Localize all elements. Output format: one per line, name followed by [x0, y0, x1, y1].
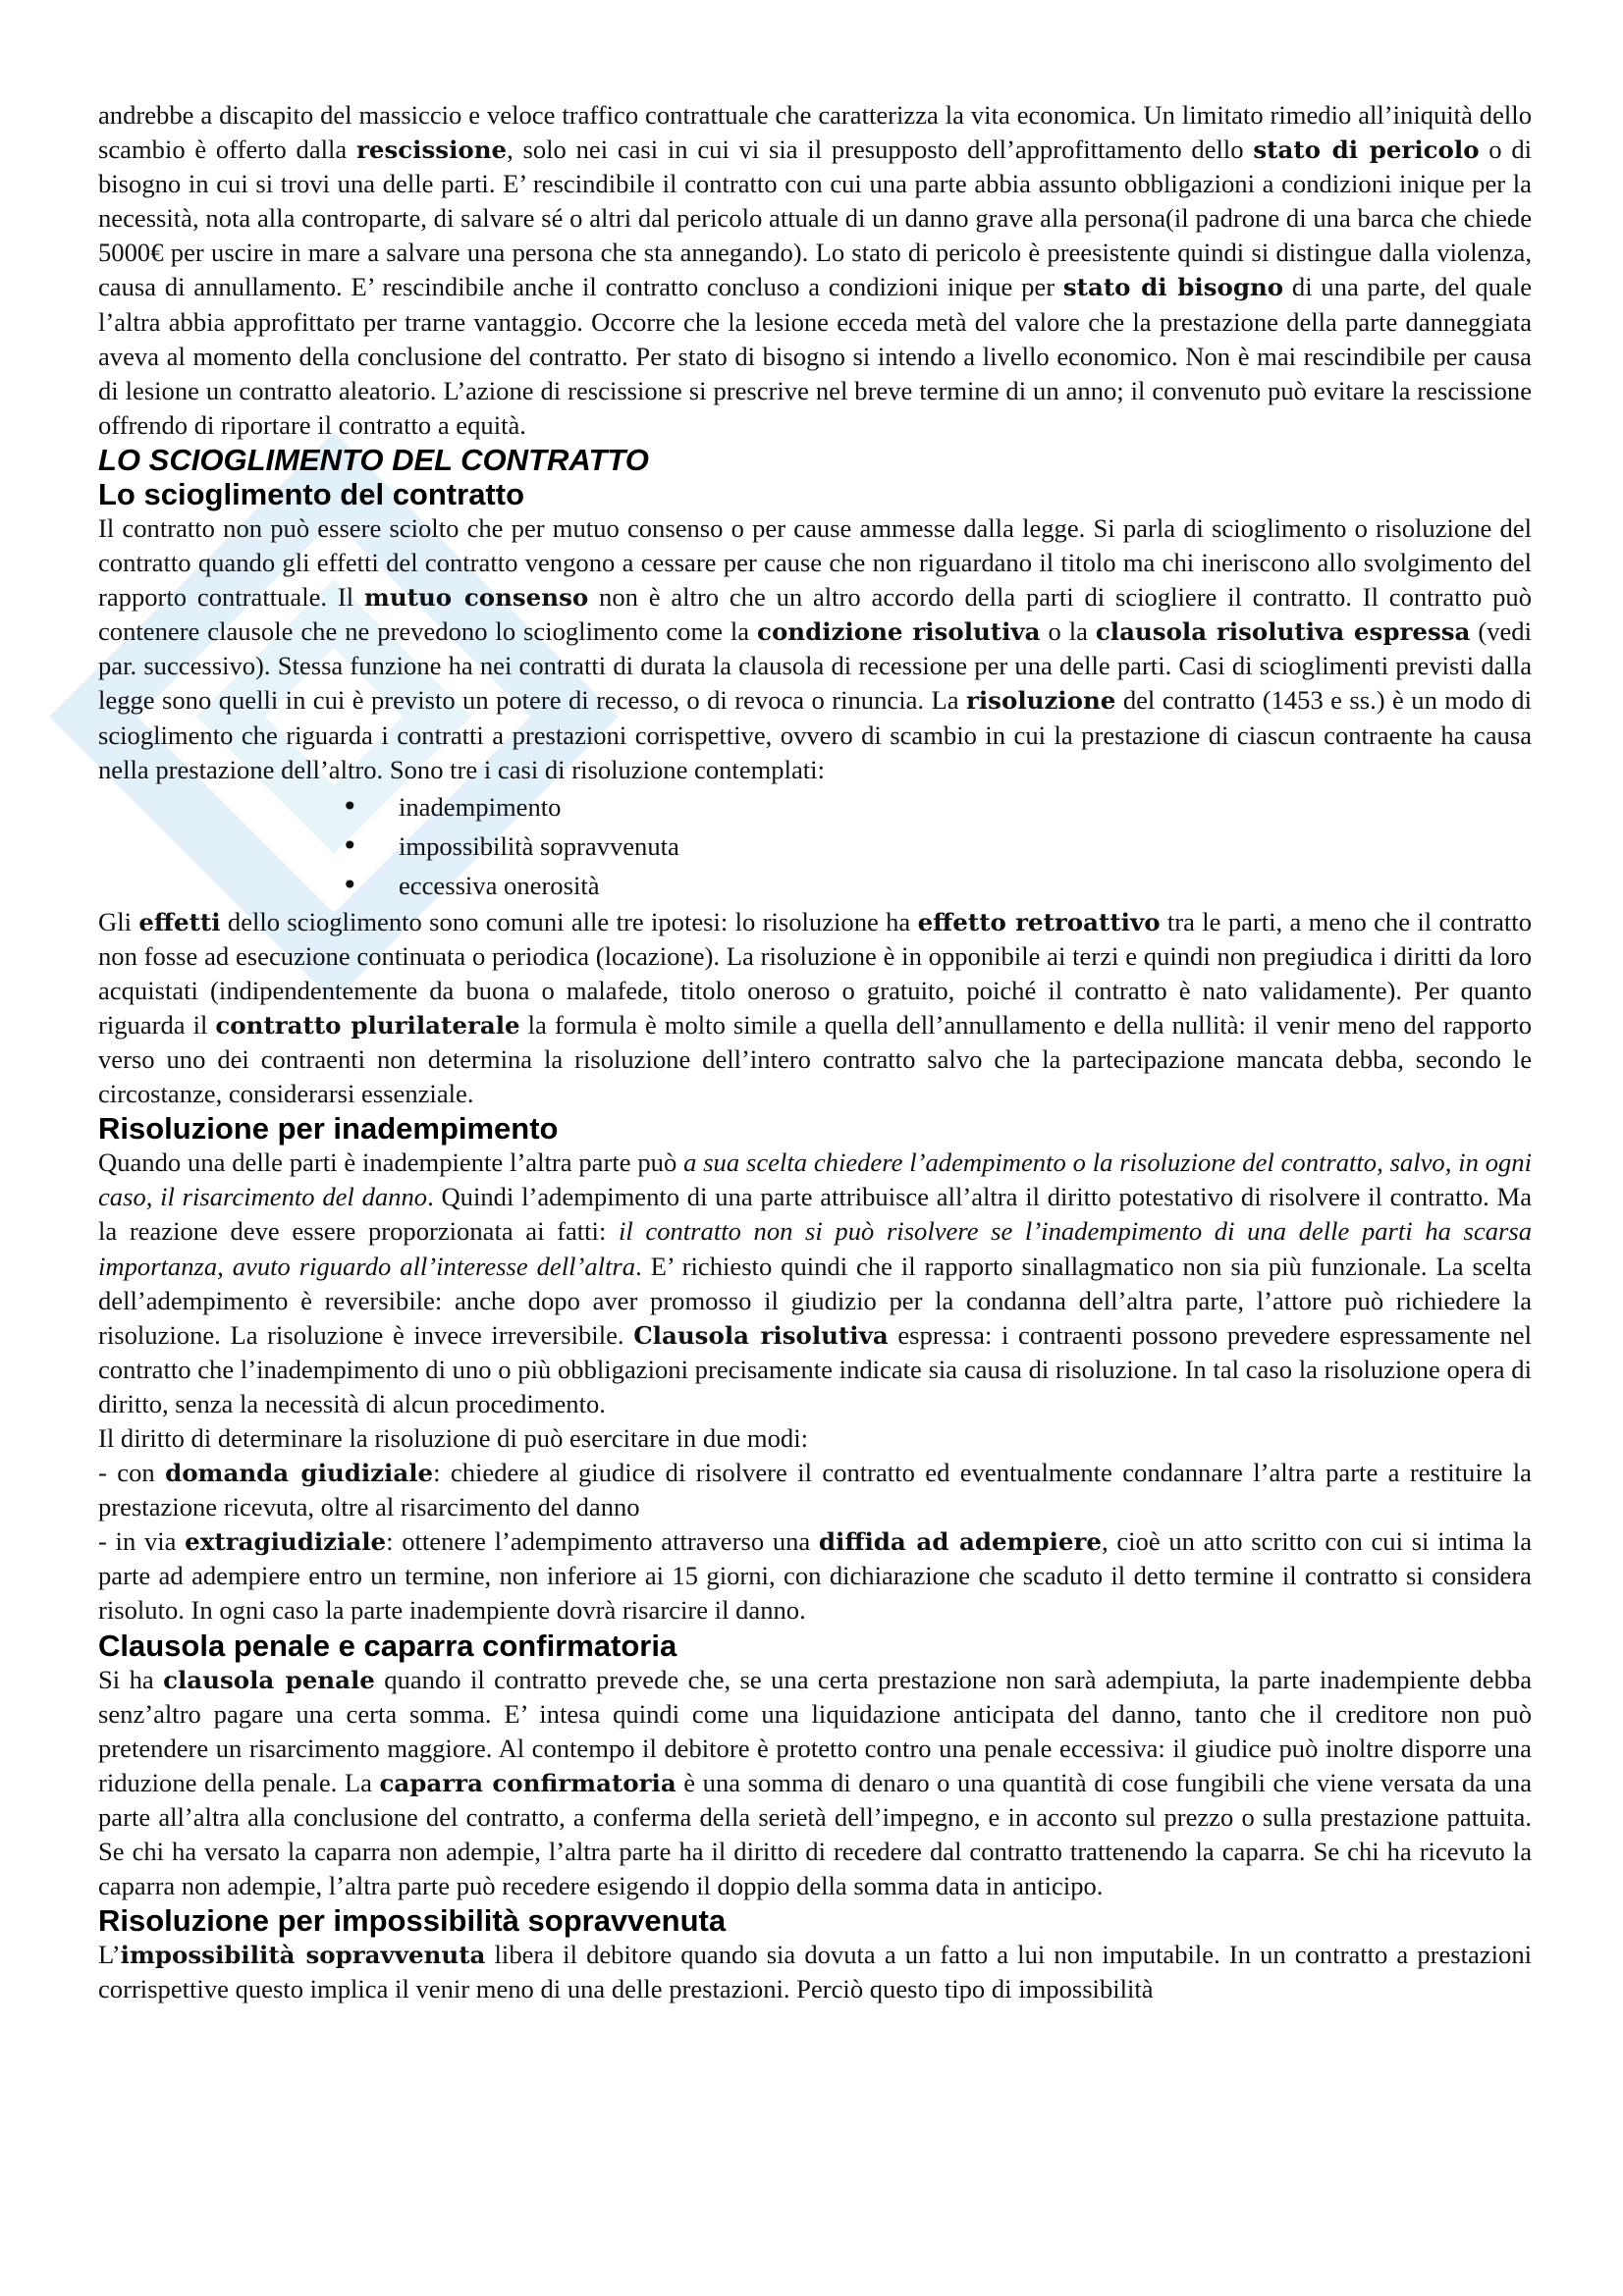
document-body	[98, 98, 1532, 2006]
risoluzione-cases-list	[98, 787, 1532, 905]
bold-term: effetto retroattivo	[917, 907, 1161, 936]
list-item: • eccessiva onerosità	[98, 866, 1532, 905]
bold-term: caparra confirmatoria	[379, 1768, 676, 1797]
text: Gli	[98, 906, 139, 936]
text: o la	[1040, 616, 1096, 647]
paragraph-clausola-penale	[98, 1663, 1532, 1904]
bold-term: risoluzione	[965, 686, 1116, 716]
paragraph-impossibilita	[98, 1938, 1532, 2006]
bold-term: stato di pericolo	[1253, 135, 1480, 165]
paragraph-rescissione	[98, 98, 1532, 443]
text: quando il contratto prevede che, se una certa prestazione non sarà adempiuta, la parte inadempiente debba senz’altro pagare una certa somma. E’ intesa quindi come una liquidazione anticipata del danno, tanto che il creditore non può pretendere un risarcimento maggiore. Al contempo il debitore è protetto contro una penale eccessiva: il giudice può inoltre disporre una riduzione della penale. La	[98, 1664, 1533, 1797]
section-title-clausola-penale: Clausola penale e caparra confirmatoria	[98, 1628, 677, 1663]
text: (vedi par. successivo). Stessa funzione ha nei contratti di durata la clausola di recessione per una delle parti. Casi di scioglimenti previsti dalla legge sono quelli in cui è previsto un potere di recesso, o di revoca o rinuncia. La	[98, 616, 1532, 716]
paragraph-scioglimento	[98, 511, 1532, 787]
text: andrebbe a discapito del massiccio e veloce traffico contrattuale che caratterizza la vita economica. Un limitato rimedio all’iniquità dello scambio è offerto dalla	[98, 100, 1532, 165]
text: , cioè un atto scritto con cui si intima la parte ad adempiere entro un termine, non inferiore ai 15 giorni, con dichiarazione che scaduto il detto termine il contratto si considera risoluto. In ogni caso la parte inadempiente dovrà risarcire il danno.	[98, 1526, 1532, 1626]
text: - con	[98, 1458, 166, 1488]
text: dello scioglimento sono comuni alle tre ipotesi: lo risoluzione ha	[220, 906, 918, 936]
text: : chiedere al giudice di risolvere il contratto ed eventualmente condannare l’altra parte a restituire la prestazione ricevuta, oltre al risarcimento del danno	[98, 1458, 1532, 1522]
text: L’	[98, 1940, 121, 1970]
section-title-impossibilita: Risoluzione per impossibilità sopravvenuta	[98, 1903, 727, 1939]
bold-term: contratto plurilaterale	[215, 1010, 520, 1040]
bold-term: impossibilità sopravvenuta	[120, 1941, 486, 1970]
text: : ottenere l’adempimento attraverso una	[386, 1526, 819, 1557]
bold-term: stato di bisogno	[1062, 273, 1284, 302]
text: - in via	[98, 1526, 186, 1557]
text: espressa: i contraenti possono prevedere espressamente nel contratto che l’inadempimento di uno o più obbligazioni precisamente indicate sia causa di risoluzione. In tal caso la risoluzione opera di diritto, senza la necessità di alcun procedimento.	[98, 1319, 1532, 1418]
italic-text: il contratto non si può risolvere se l’inadempimento di una delle parti ha scarsa importanza, avuto riguardo all’interesse dell’altra	[98, 1216, 1532, 1281]
text: libera il debitore quando sia dovuta a un fatto a lui non imputabile. In un contratto a prestazioni corrispettive questo implica il venir meno di una delle prestazioni. Perciò questo tipo di impossibilità	[98, 1940, 1533, 2004]
text: non è altro che un altro accordo della parti di sciogliere il contratto. Il contratto può contenere clausole che ne prevedono lo scioglimento come la	[98, 582, 1532, 647]
bold-term: extragiudiziale	[185, 1527, 387, 1557]
text: . E’ richiesto quindi che il rapporto sinallagmatico non sia più funzionale. La scelta dell’adempimento è reversibile: anche dopo aver promosso il giudizio per la condanna dell’altra parte, l’attore può richiedere la risoluzione. La risoluzione è invece irreversibile.	[98, 1251, 1532, 1350]
italic-text: a sua scelta chiedere l’adempimento o la risoluzione del contratto, salvo, in ogni caso, il risarcimento del danno	[98, 1148, 1532, 1212]
bold-term: condizione risolutiva	[757, 617, 1041, 647]
chapter-title: LO SCIOGLIMENTO DEL CONTRATTO	[98, 442, 649, 477]
paragraph-extragiudiziale	[98, 1524, 1532, 1628]
bold-term: clausola risolutiva espressa	[1095, 617, 1471, 647]
text: Si ha	[98, 1664, 164, 1694]
bold-term: Clausola risolutiva	[633, 1320, 889, 1350]
text: . Quindi l’adempimento di una parte attribuisce all’altra il diritto potestativo di risolvere il contratto. Ma la reazione deve essere proporzionata ai fatti:	[98, 1182, 1533, 1247]
text: è una somma di denaro o una quantità di cose fungibili che viene versata da una parte all’altra alla conclusione del contratto, a conferma della serietà dell’impegno, e in acconto sul prezzo o sulla prestazione pattuita. Se chi ha versato la caparra non adempie, l’altra parte ha il diritto di recedere dal contratto trattenendo la caparra. Se chi ha ricevuto la caparra non adempie, l’altra parte può recedere esigendo il doppio della somma data in anticipo.	[98, 1767, 1532, 1901]
section-title-inadempimento: Risoluzione per inadempimento	[98, 1111, 559, 1147]
text: , solo nei casi in cui vi sia il presupposto dell’approfittamento dello	[507, 134, 1254, 165]
section-title-scioglimento: Lo scioglimento del contratto	[98, 476, 525, 511]
bold-term: effetti	[138, 907, 221, 936]
text: Quando una delle parti è inadempiente l’altra parte può	[98, 1148, 684, 1178]
paragraph-modi: Il diritto di determinare la risoluzione di può esercitare in due modi:	[98, 1423, 808, 1453]
text: tra le parti, a meno che il contratto non fosse ad esecuzione continuata o periodica (locazione). La risoluzione è in opponibile ai terzi e quindi non pregiudica i diritti da loro acquistati (indipendentemente da buona o malafede, titolo oneroso o gratuito, poiché il contratto è nato validamente). Per quanto riguarda il	[98, 906, 1532, 1040]
text: Il contratto non può essere sciolto che per mutuo consenso o per cause ammesse dalla legge. Si parla di scioglimento o risoluzione del contratto quando gli effetti del contratto vengono a cessare per cause che non riguardano il titolo ma chi ineriscono allo svolgimento del rapporto contrattuale. Il	[98, 512, 1532, 613]
text: di una parte, del quale l’altra abbia approfittato per trarne vantaggio. Occorre che la lesione ecceda metà del valore che la prestazione della parte danneggiata aveva al momento della conclusione del contratto. Per stato di bisogno si intendo a livello economico. Non è mai rescindibile per causa di lesione un contratto aleatorio. L’azione di rescissione si prescrive nel breve termine di un anno; il convenuto può evitare la rescissione offrendo di riportare il contratto a equità.	[98, 272, 1533, 440]
bold-term: rescissione	[355, 135, 508, 165]
paragraph-domanda-giudiziale	[98, 1456, 1532, 1524]
paragraph-effetti	[98, 905, 1532, 1112]
paragraph-inadempimento	[98, 1146, 1532, 1421]
bold-term: mutuo consenso	[363, 583, 589, 613]
text: del contratto (1453 e ss.) è un modo di scioglimento che riguarda i contratti a prestazioni corrispettive, ovvero di scambio in cui la prestazione di ciascun contraente ha causa nella prestazione dell’altro. Sono tre i casi di risoluzione contemplati:	[98, 685, 1532, 784]
bold-term: domanda giudiziale	[165, 1459, 434, 1488]
bold-term: diffida ad adempiere	[818, 1527, 1102, 1557]
list-item: • inadempimento	[98, 787, 1532, 827]
bold-term: clausola penale	[163, 1665, 375, 1694]
text: la formula è molto simile a quella dell’annullamento e della nullità: il venir meno del rapporto verso uno dei contraenti non determina la risoluzione dell’intero contratto salvo che la partecipazione mancata debba, secondo le circostanze, considerarsi essenziale.	[98, 1009, 1532, 1109]
text: o di bisogno in cui si trovi una delle parti. E’ rescindibile il contratto con cui una parte abbia assunto obbligazioni a condizioni inique per la necessità, nota alla controparte, di salvare sé o altri dal pericolo attuale di un danno grave alla persona(il padrone di una barca che chiede 5000€ per uscire in mare a salvare una persona che sta annegando). Lo stato di pericolo è preesistente quindi si distingue dalla violenza, causa di annullamento. E’ rescindibile anche il contratto concluso a condizioni inique per	[98, 134, 1533, 302]
list-item: • impossibilità sopravvenuta	[98, 827, 1532, 866]
